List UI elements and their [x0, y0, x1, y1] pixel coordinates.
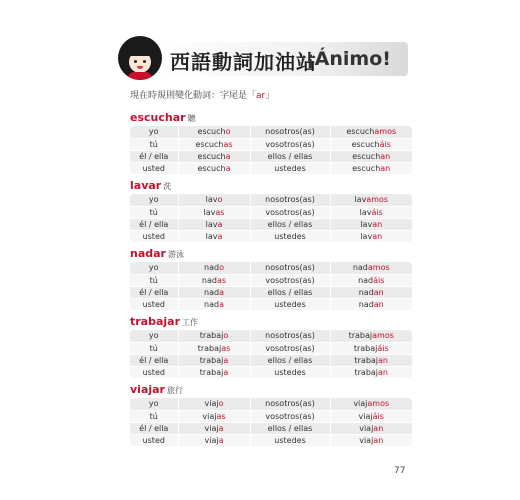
conjugation-cell: [330, 274, 412, 286]
table-row: [130, 162, 412, 174]
verb-stem: viaj: [359, 435, 374, 445]
verb-ending: a: [219, 299, 224, 309]
pronoun-cell: ustedes: [250, 366, 330, 378]
conjugation-table: [130, 398, 412, 447]
verb-stem: nad: [201, 275, 217, 285]
conjugation-cell: [330, 150, 412, 162]
table-row: [130, 330, 412, 342]
verb-stem: nad: [204, 287, 220, 297]
verb-heading: [130, 245, 412, 259]
conjugation-cell: [330, 162, 412, 174]
verb-stem: escuch: [346, 127, 375, 137]
conjugation-cell: [178, 150, 250, 162]
verb-ending: áis: [373, 275, 385, 285]
avatar-eye-right: [143, 60, 146, 63]
verb-stem: viaj: [204, 423, 219, 433]
verb-stem: trabaj: [199, 331, 224, 341]
avatar-eye-left: [134, 60, 137, 63]
conjugation-cell: [178, 218, 250, 230]
conjugation-cell: [178, 410, 250, 422]
conjugation-cell: [178, 354, 250, 366]
verb-ending: an: [373, 423, 384, 433]
verb-stem: lav: [354, 195, 367, 205]
verb-meaning: 洗: [163, 182, 172, 191]
conjugation-cell: [330, 398, 412, 410]
pronoun-cell: él / ella: [130, 422, 178, 434]
page-header: [118, 36, 410, 80]
verb-stem: lav: [359, 207, 372, 217]
section-subtitle: [130, 88, 274, 101]
verb-block-nadar: [130, 245, 412, 311]
pronoun-cell: usted: [130, 230, 178, 242]
conjugation-cell: [330, 366, 412, 378]
table-row: [130, 422, 412, 434]
pronoun-cell: tú: [130, 138, 178, 150]
verb-stem: trabaj: [197, 343, 222, 353]
table-row: [130, 230, 412, 242]
verb-block-viajar: [130, 381, 412, 447]
pronoun-cell: nosotros(as): [250, 398, 330, 410]
verb-stem: nad: [358, 287, 374, 297]
verb-stem: viaj: [358, 411, 373, 421]
subtitle-prefix: 現在時規則變化動詞：字尾是「: [130, 91, 257, 101]
verb-stem: nad: [358, 275, 374, 285]
conjugation-cell: [178, 286, 250, 298]
verb-stem: lav: [360, 231, 373, 241]
verb-ending: a: [225, 151, 231, 161]
pronoun-cell: vosotros(as): [250, 342, 330, 354]
conjugation-cell: [178, 138, 250, 150]
verb-infinitive: viajar: [130, 383, 165, 396]
verb-ending: amos: [374, 127, 397, 137]
conjugation-cell: [178, 330, 250, 342]
verb-stem: viaj: [204, 435, 219, 445]
conjugation-cell: [330, 434, 412, 446]
table-row: [130, 274, 412, 286]
conjugation-cell: [178, 342, 250, 354]
pronoun-cell: vosotros(as): [250, 206, 330, 218]
verb-stem: viaj: [204, 399, 219, 409]
table-row: [130, 126, 412, 138]
table-row: [130, 194, 412, 206]
verb-ending: an: [372, 231, 383, 241]
verb-ending: o: [219, 263, 224, 273]
pronoun-cell: él / ella: [130, 354, 178, 366]
verb-ending: a: [218, 423, 224, 433]
verb-ending: as: [223, 139, 233, 149]
table-row: [130, 298, 412, 310]
verb-stem: trabaj: [354, 355, 379, 365]
pronoun-cell: vosotros(as): [250, 138, 330, 150]
verb-ending: áis: [379, 139, 391, 149]
table-row: [130, 366, 412, 378]
conjugation-cell: [178, 434, 250, 446]
pronoun-cell: tú: [130, 410, 178, 422]
verb-ending: a: [217, 231, 223, 241]
conjugation-cell: [178, 194, 250, 206]
verb-ending: áis: [371, 207, 383, 217]
verb-stem: lav: [205, 195, 218, 205]
verb-stem: nad: [358, 299, 374, 309]
pronoun-cell: ellos / ellas: [250, 218, 330, 230]
subtitle-suffix: ar: [256, 91, 266, 101]
verb-stem: trabaj: [354, 367, 379, 377]
verb-ending: as: [215, 207, 225, 217]
pronoun-cell: ellos / ellas: [250, 286, 330, 298]
conjugation-cell: [330, 230, 412, 242]
pronoun-cell: usted: [130, 162, 178, 174]
pronoun-cell: ustedes: [250, 162, 330, 174]
verb-infinitive: nadar: [130, 247, 166, 260]
table-row: [130, 410, 412, 422]
table-row: [130, 150, 412, 162]
verb-infinitive: trabajar: [130, 315, 181, 328]
conjugation-cell: [178, 274, 250, 286]
verb-ending: an: [380, 163, 391, 173]
pronoun-cell: ustedes: [250, 230, 330, 242]
verb-infinitive: lavar: [130, 179, 162, 192]
table-row: [130, 354, 412, 366]
verb-stem: escuch: [195, 139, 224, 149]
conjugation-cell: [178, 206, 250, 218]
pronoun-cell: ustedes: [250, 434, 330, 446]
conjugation-cell: [330, 286, 412, 298]
conjugation-cell: [330, 206, 412, 218]
table-row: [130, 398, 412, 410]
verb-heading: [130, 313, 412, 327]
pronoun-cell: vosotros(as): [250, 274, 330, 286]
verb-stem: viaj: [202, 411, 217, 421]
verb-stem: lav: [205, 219, 218, 229]
verb-stem: nad: [352, 263, 368, 273]
pronoun-cell: nosotros(as): [250, 126, 330, 138]
conjugation-cell: [330, 262, 412, 274]
verb-meaning: 游泳: [167, 250, 184, 259]
pronoun-cell: usted: [130, 434, 178, 446]
verb-ending: amos: [367, 399, 390, 409]
verb-heading: [130, 109, 412, 123]
verb-ending: a: [219, 287, 224, 297]
verb-stem: escuch: [197, 163, 226, 173]
avatar-bangs: [126, 44, 154, 56]
conjugation-cell: [330, 354, 412, 366]
pronoun-cell: tú: [130, 342, 178, 354]
conjugation-cell: [178, 126, 250, 138]
pronoun-cell: nosotros(as): [250, 262, 330, 274]
verb-ending: a: [217, 219, 223, 229]
conjugation-cell: [330, 410, 412, 422]
verb-heading: [130, 381, 412, 395]
verb-stem: trabaj: [353, 343, 378, 353]
verb-stem: nad: [204, 299, 220, 309]
page-title-spanish: ¡Ánimo!: [306, 48, 391, 70]
verb-ending: as: [221, 343, 231, 353]
pronoun-cell: él / ella: [130, 150, 178, 162]
verb-ending: o: [225, 127, 231, 137]
verb-stem: lav: [203, 207, 216, 217]
table-row: [130, 262, 412, 274]
verb-stem: viaj: [359, 423, 374, 433]
conjugation-cell: [330, 342, 412, 354]
verb-ending: áis: [377, 343, 389, 353]
pronoun-cell: ustedes: [250, 298, 330, 310]
verb-heading: [130, 177, 412, 191]
pronoun-cell: él / ella: [130, 286, 178, 298]
verb-ending: áis: [372, 411, 384, 421]
pronoun-cell: vosotros(as): [250, 410, 330, 422]
verb-stem: trabaj: [348, 331, 373, 341]
verb-ending: o: [217, 195, 223, 205]
verb-infinitive: escuchar: [130, 111, 186, 124]
conjugation-table: [130, 262, 412, 311]
conjugation-table: [130, 126, 412, 175]
page-title: 西語動詞加油站: [170, 50, 317, 74]
pronoun-cell: yo: [130, 398, 178, 410]
verb-ending: an: [372, 219, 383, 229]
conjugation-cell: [330, 138, 412, 150]
verb-stem: viaj: [353, 399, 368, 409]
conjugation-cell: [178, 366, 250, 378]
conjugation-cell: [330, 194, 412, 206]
verb-ending: a: [218, 435, 224, 445]
table-row: [130, 434, 412, 446]
verb-ending: as: [216, 275, 227, 285]
verb-stem: escuch: [352, 151, 381, 161]
verb-stem: escuch: [197, 127, 226, 137]
conjugation-table: [130, 194, 412, 243]
conjugation-cell: [178, 230, 250, 242]
conjugation-cell: [330, 298, 412, 310]
pronoun-cell: nosotros(as): [250, 194, 330, 206]
conjugation-cell: [178, 398, 250, 410]
verb-stem: escuch: [351, 139, 380, 149]
pronoun-cell: yo: [130, 262, 178, 274]
verb-meaning: 工作: [182, 318, 199, 327]
pronoun-cell: yo: [130, 194, 178, 206]
verb-ending: a: [223, 355, 229, 365]
verb-meaning: 旅行: [166, 386, 183, 395]
pronoun-cell: ellos / ellas: [250, 354, 330, 366]
verb-stem: lav: [205, 231, 218, 241]
verb-stem: escuch: [352, 163, 381, 173]
pronoun-cell: nosotros(as): [250, 330, 330, 342]
pronoun-cell: tú: [130, 206, 178, 218]
conjugation-cell: [330, 126, 412, 138]
pronoun-cell: usted: [130, 298, 178, 310]
verb-ending: an: [373, 435, 384, 445]
verb-meaning: 聽: [187, 114, 196, 123]
pronoun-cell: usted: [130, 366, 178, 378]
verb-ending: o: [223, 331, 229, 341]
verb-block-lavar: [130, 177, 412, 243]
pronoun-cell: él / ella: [130, 218, 178, 230]
verb-stem: escuch: [197, 151, 226, 161]
verb-ending: amos: [372, 331, 394, 341]
conjugation-cell: [330, 218, 412, 230]
verb-ending: a: [223, 367, 229, 377]
verb-stem: trabaj: [199, 367, 224, 377]
pronoun-cell: yo: [130, 330, 178, 342]
pronoun-cell: tú: [130, 274, 178, 286]
verb-ending: an: [373, 299, 384, 309]
girl-avatar-icon: [118, 36, 162, 80]
page-number: 77: [394, 466, 406, 476]
verb-stem: nad: [204, 263, 220, 273]
verb-block-trabajar: [130, 313, 412, 379]
verb-ending: amos: [367, 263, 390, 273]
verb-stem: lav: [360, 219, 373, 229]
verb-ending: a: [225, 163, 231, 173]
verb-ending: amos: [366, 195, 389, 205]
pronoun-cell: ellos / ellas: [250, 150, 330, 162]
table-row: [130, 218, 412, 230]
verb-ending: an: [380, 151, 391, 161]
pronoun-cell: ellos / ellas: [250, 422, 330, 434]
conjugation-cell: [178, 162, 250, 174]
avatar-body: [128, 72, 152, 80]
table-row: [130, 342, 412, 354]
pronoun-cell: yo: [130, 126, 178, 138]
verb-ending: o: [218, 399, 224, 409]
conjugation-cell: [178, 422, 250, 434]
conjugation-cell: [178, 298, 250, 310]
verb-ending: as: [216, 411, 226, 421]
conjugation-cell: [330, 422, 412, 434]
subtitle-close: 」: [265, 91, 275, 101]
table-row: [130, 206, 412, 218]
conjugation-cell: [330, 330, 412, 342]
verb-ending: an: [378, 367, 388, 377]
verb-ending: an: [378, 355, 388, 365]
verb-ending: an: [373, 287, 384, 297]
verb-stem: trabaj: [199, 355, 224, 365]
verb-block-escuchar: [130, 109, 412, 175]
table-row: [130, 286, 412, 298]
conjugation-table: [130, 330, 412, 379]
table-row: [130, 138, 412, 150]
conjugation-cell: [178, 262, 250, 274]
